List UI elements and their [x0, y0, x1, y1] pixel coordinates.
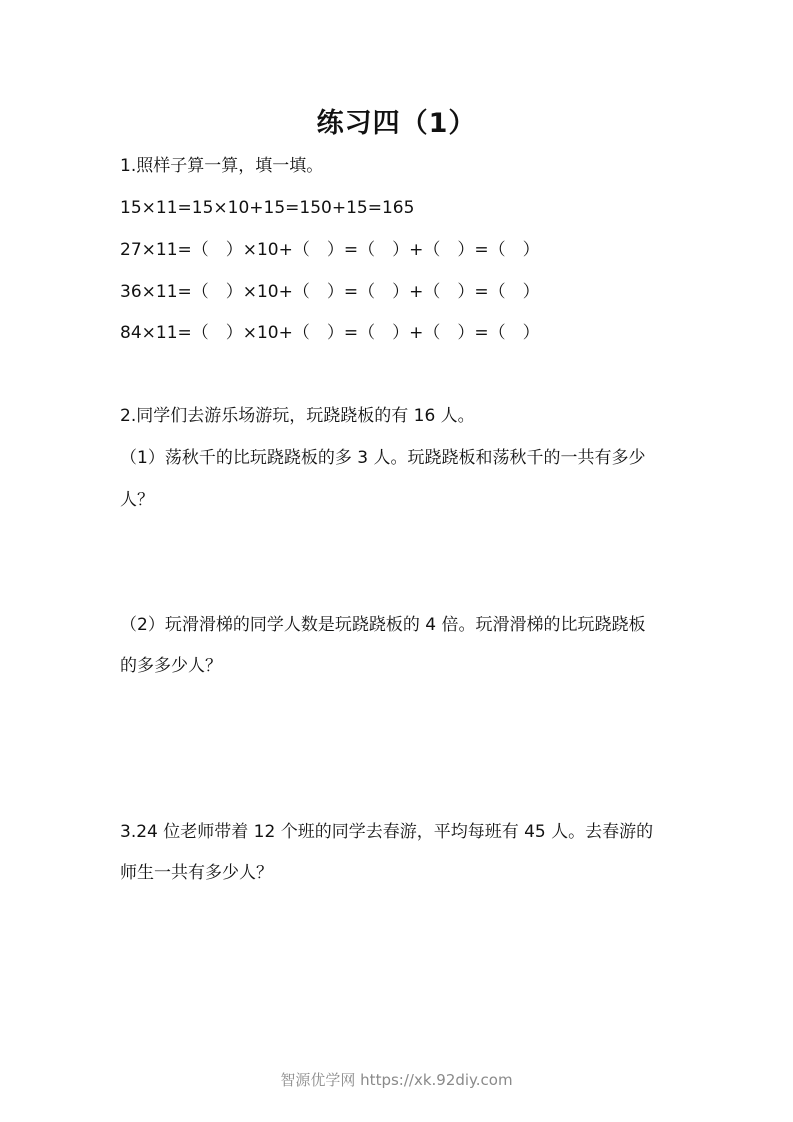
question-3: 3.24 位老师带着 12 个班的同学去春游，平均每班有 45 人。去春游的 [120, 822, 654, 842]
page-title: 练习四（1） [316, 108, 477, 139]
question-3-continued: 师生一共有多少人？ [120, 863, 273, 883]
question-2-part-2-continued: 的多多少人？ [120, 656, 222, 676]
question-2-part-2: （2）玩滑滑梯的同学人数是玩跷跷板的 4 倍。玩滑滑梯的比玩跷跷板 [120, 615, 646, 635]
question-2-part-1-continued: 人？ [120, 490, 154, 510]
footer-watermark: 智源优学网 https://xk.92diy.com [280, 1071, 513, 1089]
question-2-part-1: （1）荡秋千的比玩跷跷板的多 3 人。玩跷跷板和荡秋千的一共有多少 [120, 448, 646, 468]
question-2-prompt: 2.同学们去游乐场游玩，玩跷跷板的有 16 人。 [120, 406, 475, 426]
question-1-row: 27×11=（ ）×10+（ ）=（ ）+（ ）=（ ） [120, 240, 540, 260]
question-1-prompt: 1.照样子算一算，填一填。 [120, 156, 324, 176]
question-1-row: 84×11=（ ）×10+（ ）=（ ）+（ ）=（ ） [120, 323, 540, 343]
question-1-example: 15×11=15×10+15=150+15=165 [120, 198, 415, 218]
question-1-row: 36×11=（ ）×10+（ ）=（ ）+（ ）=（ ） [120, 282, 540, 302]
